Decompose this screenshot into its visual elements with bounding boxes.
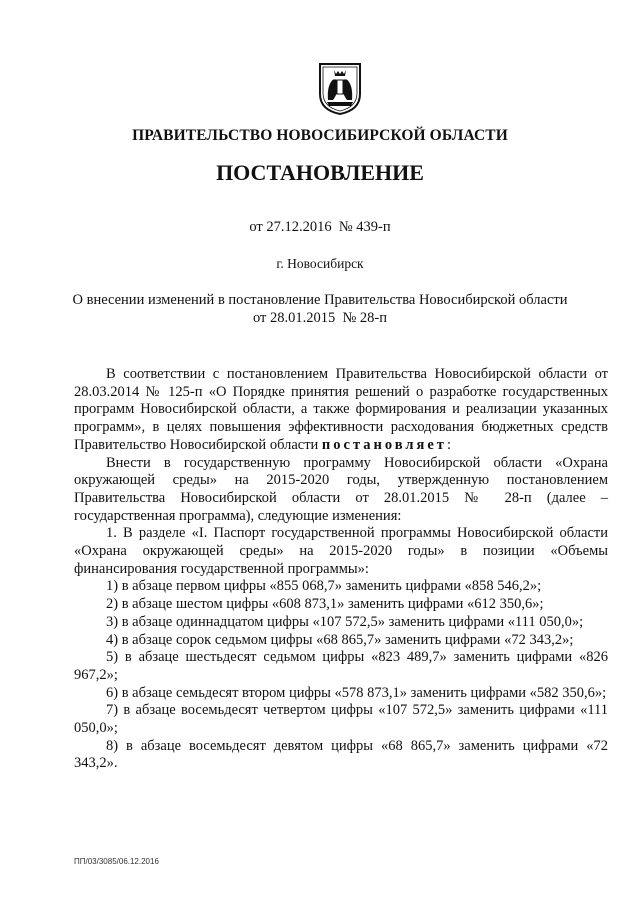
subitem-1: 1) в абзаце первом цифры «855 068,7» заменить цифрами «858 546,2»; (106, 578, 542, 595)
document-type: ПОСТАНОВЛЕНИЕ (216, 160, 424, 185)
subitem-6: 6) в абзаце семьдесят втором цифры «578 873,1» заменить цифрами «582 350,6»; (106, 684, 607, 701)
coat-of-arms-icon (317, 60, 363, 116)
subitem-8: 8) в абзаце восемьдесят девятом цифры «68 865,7» заменить цифрами «72 343,2». (74, 737, 608, 772)
subject-line-2: от 28.01.2015 № 28-п (252, 310, 388, 326)
document-body (74, 366, 608, 773)
subitem-5: 5) в абзаце шестьдесят седьмом цифры «823 489,7» заменить цифрами «826 967,2»; (74, 649, 608, 683)
subject-line-1: О внесении изменений в постановление Правительства Новосибирской области (72, 292, 568, 308)
subitem-7: 7) в абзаце восемьдесят четвертом цифры «107 572,5» заменить цифрами «111 050,0»; (74, 702, 608, 737)
colon: : (446, 436, 451, 453)
resolves-word: постановляет (321, 436, 447, 453)
item-1: 1. В разделе «I. Паспорт государственной программы Новосибирской области «Охрана окружающей среды» на 2015-2020 годы» в позиции «Объемы финансирования государственной программы»: (74, 525, 608, 577)
date-number: от 27.12.2016 № 439-п (249, 219, 391, 235)
subitem-4: 4) в абзаце сорок седьмом цифры «68 865,7» заменить цифрами «72 343,2»; (106, 631, 574, 648)
government-name: ПРАВИТЕЛЬСТВО НОВОСИБИРСКОЙ ОБЛАСТИ (132, 127, 508, 144)
intro-paragraph: Внести в государственную программу Новосибирской области «Охрана окружающей среды» на 2015-2020 годы, утвержденную постановлением Правительства Новосибирской области от 28.01.2015 № 28-п (далее – государственная программа), следующие изменения: (74, 454, 608, 524)
subject (0, 291, 640, 327)
preamble-paragraph (74, 366, 608, 455)
city: г. Новосибирск (276, 256, 364, 271)
preamble-text: В соответствии с постановлением Правительства Новосибирской области от 28.03.2014 № 125-п «О Порядке принятия решений о разработке государственных программ Новосибирской области, а также формирования и реализации указанных программ», в целях повышения эффективности расходования бюджетных средств Правительство Новосибирской области (74, 366, 608, 453)
subitem-3: 3) в абзаце одиннадцатом цифры «107 572,5» заменить цифрами «111 050,0»; (106, 613, 584, 630)
subitem-2: 2) в абзаце шестом цифры «608 873,1» заменить цифрами «612 350,6»; (106, 596, 544, 613)
footer-code: ПП/03/3085/06.12.2016 (74, 857, 159, 866)
